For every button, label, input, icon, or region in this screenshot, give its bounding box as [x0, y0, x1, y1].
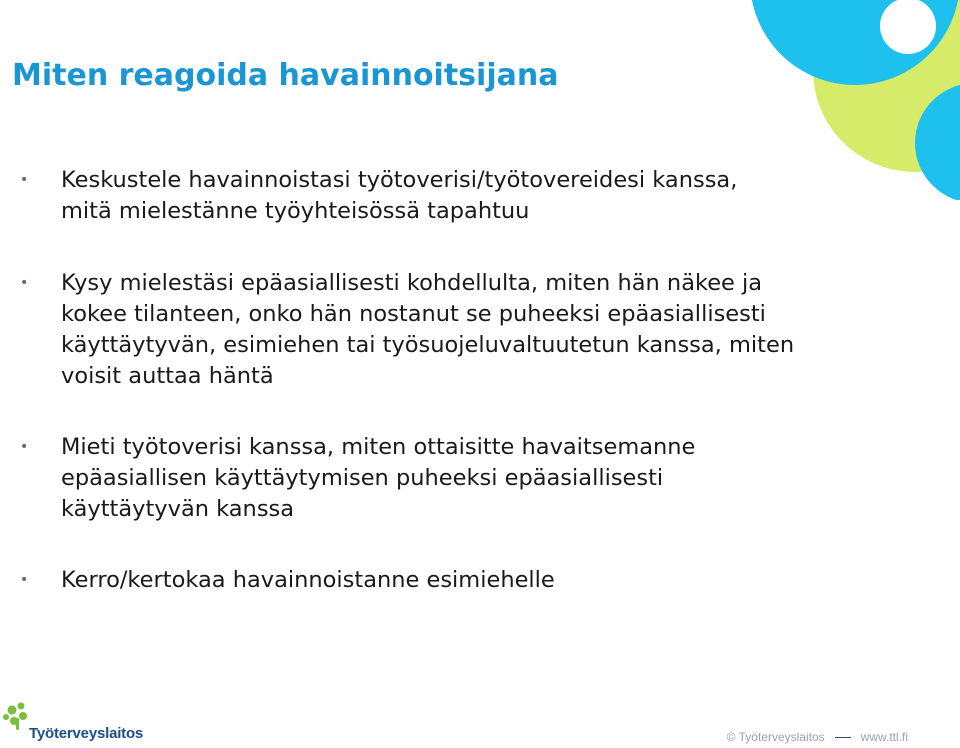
footer-url[interactable]: www.ttl.fi — [860, 730, 908, 744]
slide-title: Miten reagoida havainnoitsijana — [12, 58, 559, 93]
logo-text: Työterveyslaitos — [29, 725, 144, 742]
bullet-marker: • — [20, 439, 29, 455]
footer — [727, 730, 908, 744]
bullet-text: Kerro/kertokaa havainnoistanne esimiehelle — [61, 567, 555, 593]
corner-decoration — [710, 0, 960, 200]
footer-divider — [835, 737, 851, 738]
bullet-marker: • — [20, 275, 29, 291]
bullet-marker: • — [20, 572, 29, 588]
bullet-text: Kysy mielestäsi epäasiallisesti kohdellulta, miten hän näkee ja kokee tilanteen, onko hän nostanut se puheeksi epäasiallisesti käyttäytyvän, esimiehen tai työsuojeluvaltuutetun kanssa, miten voisit auttaa häntä — [61, 270, 795, 389]
footer-copyright: © Työterveyslaitos — [726, 730, 825, 744]
white-circle — [880, 0, 936, 54]
bullet-text: Mieti työtoverisi kanssa, miten ottaisitte havaitsemanne epäasiallisen käyttäytymisen puheeksi epäasiallisesti käyttäytyvän kanssa — [61, 434, 696, 522]
bullet-text: Keskustele havainnoistasi työtoverisi/työtovereidesi kanssa, mitä mielestänne työyhteisössä tapahtuu — [61, 167, 738, 224]
bullet-marker: • — [20, 172, 29, 188]
